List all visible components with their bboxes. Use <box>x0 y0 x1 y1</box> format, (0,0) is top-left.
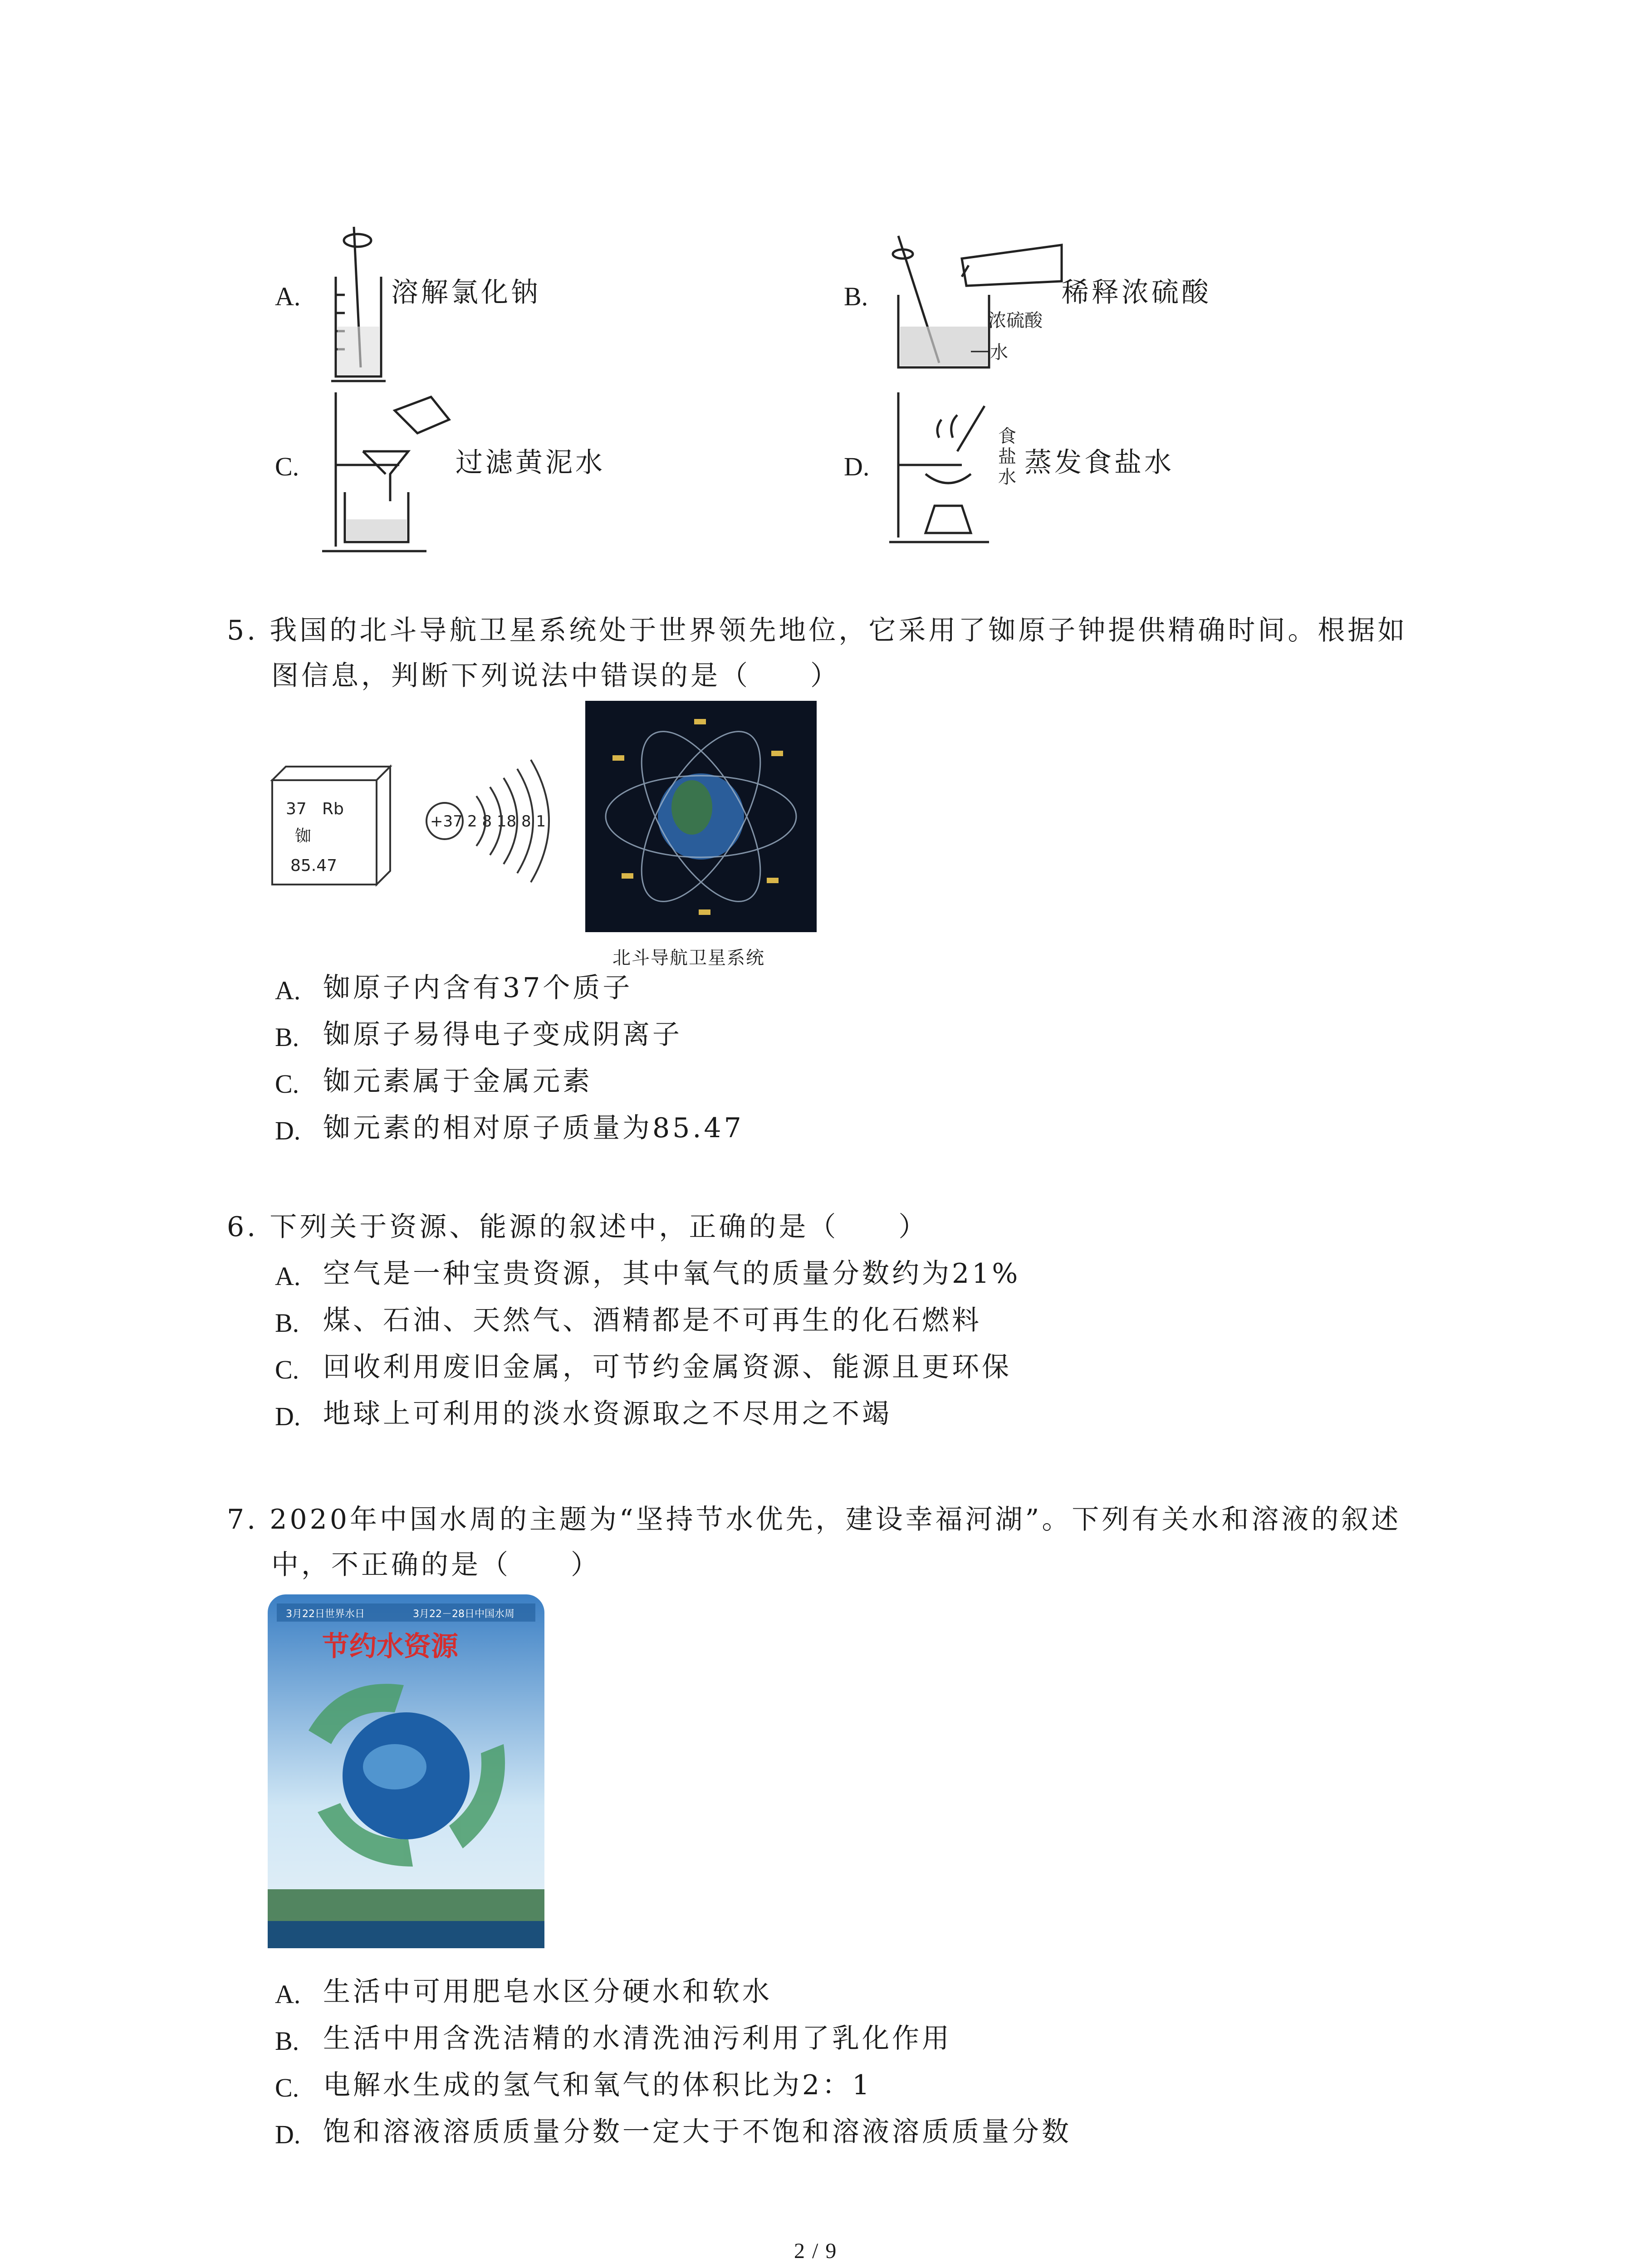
option-letter: B. <box>275 1022 299 1052</box>
page-number: 2 / 9 <box>794 2239 838 2263</box>
water-label: 水 <box>990 342 1008 363</box>
brine-label-1: 食 <box>998 426 1016 447</box>
option-text: 地球上可利用的淡水资源取之不尽用之不竭 <box>323 1398 892 1430</box>
q6-stem: 6. 下列关于资源、能源的叙述中，正确的是（ ） <box>227 1211 929 1243</box>
option-letter: D. <box>844 452 870 481</box>
poster-title: 节约水资源 <box>322 1631 458 1662</box>
option-letter: A. <box>275 1261 301 1291</box>
option-text: 生活中用含洗洁精的水清洗油污利用了乳化作用 <box>323 2023 952 2054</box>
option-letter: A. <box>275 1980 301 2009</box>
q5-stem-line2: 图信息，判断下列说法中错误的是（ ） <box>271 660 840 692</box>
electron-shells: 2 8 18 8 1 <box>467 812 546 831</box>
option-text: 过滤黄泥水 <box>456 447 605 479</box>
brine-label-2: 盐 <box>998 446 1016 467</box>
dilute-acid-illustration <box>889 227 1080 376</box>
brine-label-3: 水 <box>998 467 1016 488</box>
water-saving-poster <box>268 1594 544 1948</box>
dissolve-nacl-illustration <box>318 222 399 386</box>
option-text: 铷原子易得电子变成阴离子 <box>323 1019 682 1051</box>
option-text: 煤、石油、天然气、酒精都是不可再生的化石燃料 <box>323 1305 982 1336</box>
option-letter: C. <box>275 1069 299 1099</box>
poster-top-left: 3月22日世界水日 <box>286 1608 365 1620</box>
element-symbol: Rb <box>322 800 344 818</box>
option-text: 回收利用废旧金属，可节约金属资源、能源且更环保 <box>323 1351 1012 1383</box>
option-letter: D. <box>275 1402 301 1431</box>
acid-label: 浓硫酸 <box>988 310 1043 331</box>
q7-stem-line2: 中，不正确的是（ ） <box>271 1549 601 1581</box>
beidou-satellite-image <box>585 701 817 932</box>
option-text: 饱和溶液溶质质量分数一定大于不饱和溶液溶质质量分数 <box>323 2116 1072 2148</box>
option-letter: A. <box>275 282 301 311</box>
option-letter: C. <box>275 2073 299 2102</box>
option-text: 稀释浓硫酸 <box>1062 277 1211 308</box>
element-name: 铷 <box>295 827 312 846</box>
evaporation-illustration <box>889 388 1034 551</box>
element-number: 37 <box>286 800 307 818</box>
option-letter: B. <box>275 1308 299 1338</box>
option-letter: C. <box>275 1355 299 1384</box>
q5-stem-line1: 5. 我国的北斗导航卫星系统处于世界领先地位，它采用了铷原子钟提供精确时间。根据如 <box>227 615 1408 646</box>
option-letter: D. <box>275 1116 301 1145</box>
option-letter: B. <box>844 282 868 311</box>
rubidium-element-card <box>268 762 395 889</box>
option-text: 溶解氯化钠 <box>391 277 541 308</box>
option-text: 生活中可用肥皂水区分硬水和软水 <box>323 1976 772 2008</box>
option-text: 铷原子内含有37个质子 <box>323 972 633 1004</box>
satellite-image-caption: 北斗导航卫星系统 <box>612 948 765 968</box>
option-text: 蒸发食盐水 <box>1024 447 1174 479</box>
option-text: 空气是一种宝贵资源，其中氧气的质量分数约为21% <box>323 1258 1021 1290</box>
q7-stem-line1: 7. 2020年中国水周的主题为“坚持节水优先，建设幸福河湖”。下列有关水和溶液的叙述 <box>227 1504 1401 1535</box>
option-text: 铷元素属于金属元素 <box>323 1066 593 1097</box>
option-text: 铷元素的相对原子质量为85.47 <box>323 1112 744 1144</box>
option-text: 电解水生成的氢气和氧气的体积比为2：1 <box>323 2069 872 2101</box>
option-letter: C. <box>275 452 299 481</box>
poster-top-right: 3月22－28日中国水周 <box>413 1608 514 1620</box>
element-mass: 85.47 <box>290 856 338 875</box>
rubidium-atom-structure <box>422 735 567 907</box>
filtration-illustration <box>318 383 463 560</box>
option-letter: B. <box>275 2026 299 2056</box>
option-letter: A. <box>275 976 301 1005</box>
nucleus-charge: +37 <box>430 812 463 831</box>
option-letter: D. <box>275 2120 301 2149</box>
